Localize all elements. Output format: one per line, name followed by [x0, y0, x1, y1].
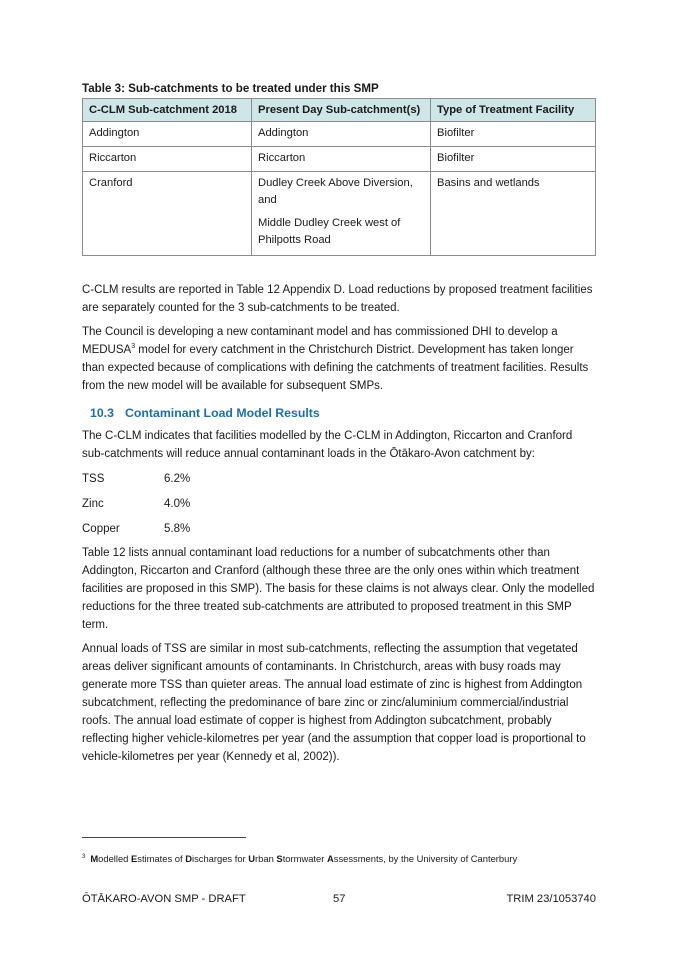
- footer-document-title: ŌTĀKARO-AVON SMP - DRAFT: [82, 893, 246, 905]
- paragraph-medusa: [82, 323, 596, 395]
- paragraph-table12: Table 12 lists annual contaminant load reductions for a number of subcatchments other than Addington, Riccarton and Cranford (although these three are the only ones within which treatment facilities are proposed in this SMP). The basis for these claims is not always clear. Only the modelled reductions for the three treated sub-catchments are attributed to proposed treatment in this SMP term.: [82, 547, 595, 631]
- footnote-text: stimates of: [137, 853, 186, 864]
- cell-clm: Riccarton: [83, 147, 252, 172]
- table-row: [83, 122, 596, 147]
- cell-type: Biofilter: [431, 122, 596, 147]
- footnote-text: ischarges for: [191, 853, 249, 864]
- page-number: 57: [333, 893, 346, 905]
- paragraph-loads: Annual loads of TSS are similar in most sub-catchments, reflecting the assumption that vegetated areas deliver significant amounts of contaminants. In Christchurch, areas with busy roads may generate more TSS than quieter areas. The annual load estimate of zinc is highest from Addington subcatchment, reflecting the predominance of bare zinc or zinc/aluminium commercial/industrial roofs. The annual load estimate of copper is highest from Addington subcatchment, probably reflecting higher vehicle-kilometres per year (and the assumption that copper load is proportional to vehicle-kilometres per year (Kennedy et al, 2002)).: [82, 643, 586, 763]
- section-number: 10.3: [90, 406, 114, 420]
- cell-present: Addington: [252, 122, 431, 147]
- section-title: Contaminant Load Model Results: [125, 406, 320, 420]
- reduction-label: Zinc: [82, 498, 104, 510]
- footnote-initial: M: [90, 853, 99, 864]
- section-heading: [82, 406, 596, 420]
- reduction-value: 6.2%: [164, 473, 191, 485]
- footnote-text: rban: [255, 853, 277, 864]
- footer-trim-reference: TRIM 23/1053740: [506, 893, 596, 905]
- col-header-clm: C-CLM Sub-catchment 2018: [83, 99, 252, 122]
- reduction-item: [82, 470, 596, 488]
- page-content: [82, 82, 596, 766]
- cell-present-line: Middle Dudley Creek west of Philpotts Road: [258, 217, 401, 246]
- table-row: [83, 172, 596, 256]
- cell-clm: Addington: [83, 122, 252, 147]
- paragraph-intro: The C-CLM indicates that facilities modelled by the C-CLM in Addington, Riccarton and Cranford sub-catchments will reduce annual contaminant loads in the Ōtākaro-Avon catchment by:: [82, 430, 573, 460]
- footnote-initial: D: [185, 853, 192, 864]
- paragraph-results: C-CLM results are reported in Table 12 Appendix D. Load reductions by proposed treatment facilities are separately counted for the 3 sub-catchments to be treated.: [82, 284, 593, 314]
- reduction-value: 4.0%: [164, 498, 191, 510]
- footnote: [82, 853, 517, 864]
- paragraph-medusa-a: The Council is developing a new contaminant model and has commissioned DHI to develop a MEDUSA: [82, 326, 558, 356]
- col-header-type: Type of Treatment Facility: [431, 99, 596, 122]
- footnote-text: ssessments, by the University of Canterbury: [333, 853, 518, 864]
- footnote-ref: 3: [131, 343, 136, 351]
- table-caption: Table 3: Sub-catchments to be treated under this SMP: [82, 82, 379, 95]
- reduction-list: [82, 470, 596, 538]
- cell-type: Basins and wetlands: [431, 172, 596, 256]
- reduction-value: 5.8%: [164, 523, 191, 535]
- paragraph-medusa-b: model for every catchment in the Christchurch District. Development has taken longer than expected because of complications with defining the catchments of treatment facilities. Results from the new model will be available for subsequent SMPs.: [82, 344, 589, 392]
- reduction-label: Copper: [82, 523, 120, 535]
- footnote-divider: [82, 837, 246, 838]
- footnote-text: tormwater: [282, 853, 327, 864]
- reduction-item: [82, 495, 596, 513]
- reduction-item: [82, 520, 596, 538]
- footnote-initial: S: [276, 853, 283, 864]
- footnote-initial: E: [131, 853, 138, 864]
- table-header-row: [83, 99, 596, 122]
- col-header-present: Present Day Sub-catchment(s): [252, 99, 431, 122]
- cell-present-line: Dudley Creek Above Diversion, and: [258, 177, 413, 206]
- footnote-initial: A: [326, 853, 334, 864]
- reduction-label: TSS: [82, 473, 105, 485]
- cell-clm: Cranford: [83, 172, 252, 256]
- cell-type: Biofilter: [431, 147, 596, 172]
- table-row: [83, 147, 596, 172]
- footnote-marker: 3: [82, 853, 86, 860]
- footnote-text: odelled: [98, 853, 131, 864]
- footnote-initial: U: [248, 853, 256, 864]
- cell-present: [252, 172, 431, 256]
- sub-catchments-table: [82, 98, 596, 256]
- cell-present: Riccarton: [252, 147, 431, 172]
